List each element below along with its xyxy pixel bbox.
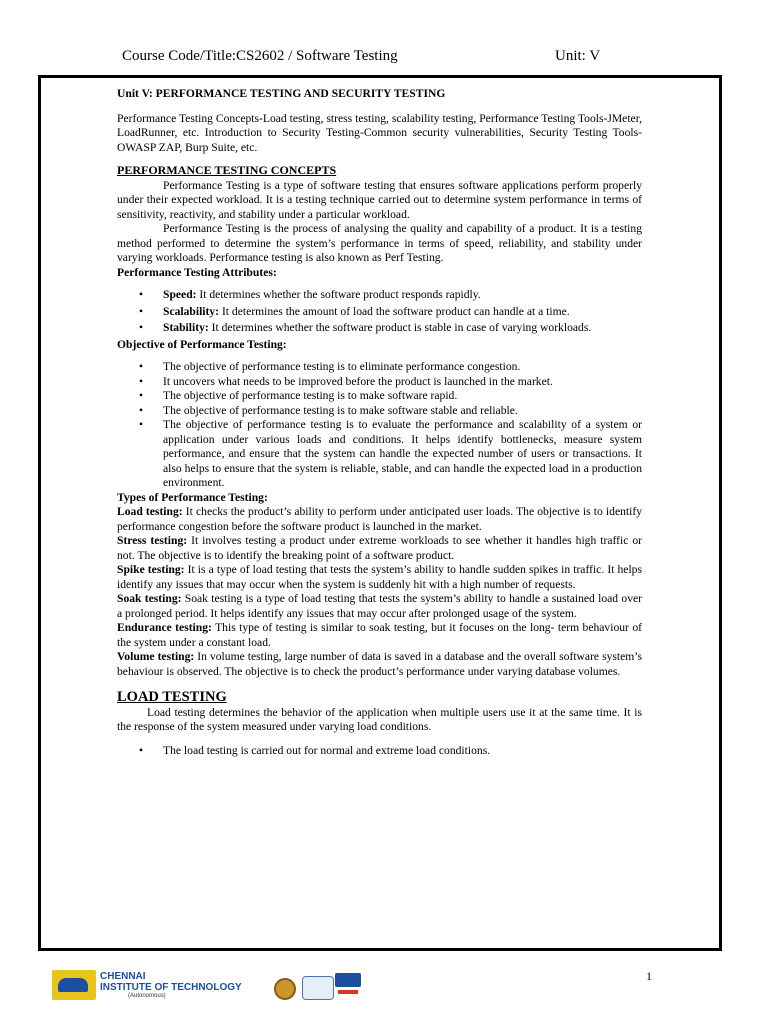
document-body [117,87,642,758]
list-item: • The objective of performance testing is to make software stable and reliable. [117,404,642,419]
load-testing-heading: LOAD TESTING [117,689,227,705]
institute-name: CHENNAI INSTITUTE OF TECHNOLOGY [100,971,242,993]
list-item: • Stability: It determines whether the software product is stable in case of varying workloads. [117,321,642,336]
list-item: • Scalability: It determines the amount of load the software product can handle at a time. [117,305,642,320]
course-title: Course Code/Title:CS2602 / Software Testing [122,48,398,64]
list-item: • It uncovers what needs to be improved before the product is launched in the market. [117,375,642,390]
institute-subtitle: (Autonomous) [128,993,166,999]
footer-logos [52,970,312,1002]
syllabus-paragraph: Performance Testing Concepts-Load testing, stress testing, scalability testing, Performance Testing Tools-JMeter, LoadRunner, etc. Introduction to Security Testing-Common security vulnerabilities, Security Testing Tools-OWASP ZAP, Burp Suite, etc. [117,111,642,154]
concepts-paragraph-1: Performance Testing is a type of software testing that ensures software applications perform properly under their expected workload. It is a testing technique carried out to determine system performance in terms of sensitivity, reactivity, and stability under a particular workload. [117,178,642,221]
page-number: 1 [646,969,652,983]
type-soak-testing: Soak testing: Soak testing is a type of load testing that tests the system’s ability to handle a sustained load over a prolonged period. It helps identify any issues that may occur after prolonged usage of the system. [117,592,642,620]
type-spike-testing: Spike testing: It is a type of load testing that tests the system’s ability to handle sudden spikes in traffic. It helps identify any issues that may occur when the system is suddenly hit with a high number of requests. [117,563,642,591]
load-testing-paragraph: Load testing determines the behavior of the application when multiple users use it at the same time. It is the response of the system measured under varying load conditions. [117,705,642,733]
page-header [122,48,642,65]
institute-logo-icon [52,970,96,1000]
list-item: • Speed: It determines whether the software product responds rapidly. [117,288,642,303]
type-stress-testing: Stress testing: It involves testing a product under extreme workloads to see whether it handles high traffic or not. The objective is to identify the breaking point of a software product. [117,534,642,562]
university-seal-icon [274,978,296,1000]
types-heading: Types of Performance Testing: [117,490,268,504]
unit-title: Unit V: PERFORMANCE TESTING AND SECURITY TESTING [117,87,446,100]
type-volume-testing: Volume testing: In volume testing, large number of data is saved in a database and the overall software system’s behaviour is observed. The objective is to check the product’s performance under varying database volumes. [117,650,643,678]
attributes-heading: Performance Testing Attributes: [117,265,277,279]
concepts-heading: PERFORMANCE TESTING CONCEPTS [117,163,337,177]
load-testing-list [117,744,642,759]
unit-label: Unit: V [555,48,601,64]
objective-heading: Objective of Performance Testing: [117,337,287,351]
nirf-ranking-icon [335,973,361,999]
type-endurance-testing: Endurance testing: This type of testing is similar to soak testing, but it focuses on the long- term behaviour of the system under a constant load. [117,621,642,649]
list-item: • The load testing is carried out for normal and extreme load conditions. [117,744,642,759]
objective-list [117,360,642,491]
list-item: • The objective of performance testing is to eliminate performance congestion. [117,360,642,375]
attributes-list [117,288,642,336]
concepts-paragraph-2: Performance Testing is the process of analysing the quality and capability of a product. It is a testing method performed to determine the system’s performance in terms of speed, reliability, and stability under varying workloads. Performance testing is also known as Perf Testing. [117,222,642,264]
type-load-testing: Load testing: It checks the product’s ability to perform under anticipated user loads. The objective is to identify performance congestion before the software product is launched in the market. [117,505,642,533]
list-item: • The objective of performance testing is to make software rapid. [117,389,642,404]
nba-accreditation-icon [302,976,334,1000]
list-item: • The objective of performance testing is to evaluate the performance and scalability of a system or application under various loads and conditions. It helps identify bottlenecks, measure system performance, and ensure that the system can handle the expected number of users or transactions. It also helps to ensure that the system is reliable, stable, and can handle the expected load in a production environment. [117,418,642,491]
